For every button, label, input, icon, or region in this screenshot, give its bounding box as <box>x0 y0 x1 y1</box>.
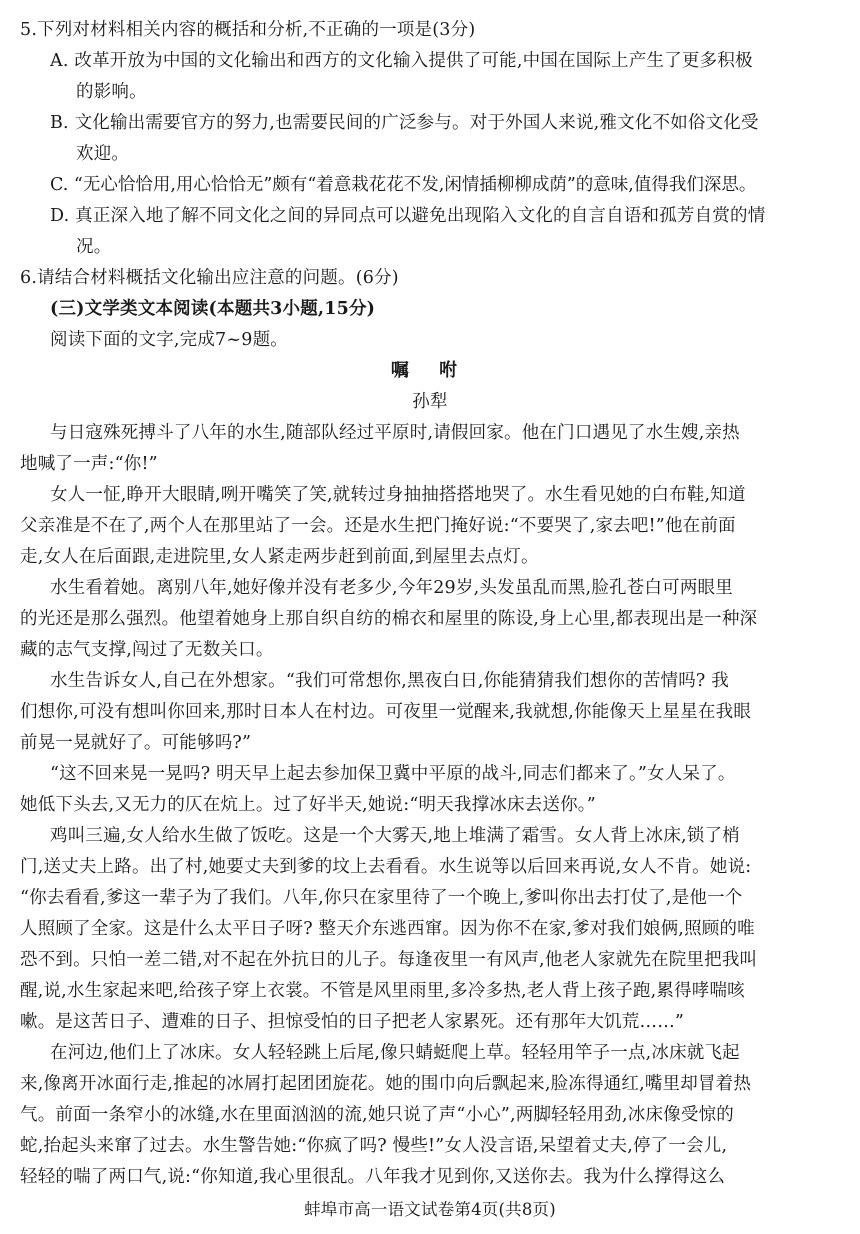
story-line: 们想你,可没有想叫你回来,那时日本人在村边。可夜里一觉醒来,我就想,你能像天上星星在我眼 <box>20 702 752 722</box>
story-line: 门,送丈夫上路。出了村,她要丈夫到爹的坟上去看看。水生说等以后回来再说,女人不肯。她说: <box>20 857 752 877</box>
story-line: 人照顾了全家。这是什么太平日子呀? 整天介东逃西窜。因为你不在家,爹对我们娘俩,照顾的唯 <box>20 919 755 939</box>
option-a-line-2: 的影响。 <box>76 82 147 102</box>
section-instruction: 阅读下面的文字,完成7~9题。 <box>50 330 288 350</box>
story-author: 孙犁 <box>412 392 448 412</box>
option-a-line-1: A. 改革开放为中国的文化输出和西方的文化输入提供了可能,中国在国际上产生了更多积极 <box>50 51 753 71</box>
story-line: 与日寇殊死搏斗了八年的水生,随部队经过平原时,请假回家。他在门口遇见了水生嫂,亲热 <box>50 423 740 443</box>
story-line: 藏的志气支撑,闯过了无数关口。 <box>20 640 274 660</box>
story-line: 醒,说,水生家起来吧,给孩子穿上衣裳。不管是风里雨里,多冷多热,老人背上孩子跑,累得哮喘咳 <box>20 981 745 1001</box>
story-line: 嗽。是这苦日子、遭难的日子、担惊受怕的日子把老人家累死。还有那年大饥荒……” <box>20 1012 685 1032</box>
story-line: 走,女人在后面跟,走进院里,女人紧走两步赶到前面,到屋里去点灯。 <box>20 547 539 567</box>
option-d-line-1: D. 真正深入地了解不同文化之间的异同点可以避免出现陷入文化的自言自语和孤芳自赏的情 <box>50 206 766 226</box>
story-line: 恐不到。只怕一差二错,对不起在外抗日的儿子。每逢夜里一有风声,他老人家就先在院里把我叫 <box>20 950 758 970</box>
section-heading: (三)文学类文本阅读(本题共3小题,15分) <box>50 299 376 319</box>
story-line: 气。前面一条窄小的冰缝,水在里面汹汹的流,她只说了声“小心”,两脚轻轻用劲,冰床像受惊的 <box>20 1105 734 1125</box>
story-line: 在河边,他们上了冰床。女人轻轻跳上后尾,像只蜻蜓爬上草。轻轻用竿子一点,冰床就飞起 <box>50 1043 740 1063</box>
story-line: 的光还是那么强烈。他望着她身上那自织自纺的棉衣和屋里的陈设,身上心里,都表现出是一种深 <box>20 609 758 629</box>
story-line: “你去看看,爹这一辈子为了我们。八年,你只在家里待了一个晚上,爹叫你出去打仗了,是他一个 <box>20 888 743 908</box>
story-line: 前晃一晃就好了。可能够吗?” <box>20 733 252 753</box>
question-6-stem: 6.请结合材料概括文化输出应注意的问题。(6分) <box>20 268 399 288</box>
option-b-line-2: 欢迎。 <box>76 144 130 164</box>
story-line: 轻轻的喘了两口气,说:“你知道,我心里很乱。八年我才见到你,又送你去。我为什么撑得这么 <box>20 1167 726 1187</box>
option-b-line-1: B. 文化输出需要官方的努力,也需要民间的广泛参与。对于外国人来说,雅文化不如俗文化受 <box>50 113 759 133</box>
story-line: “这不回来晃一晃吗? 明天早上起去参加保卫冀中平原的战斗,同志们都来了。”女人呆了。 <box>50 764 736 784</box>
story-line: 女人一怔,睁开大眼睛,咧开嘴笑了笑,就转过身抽抽搭搭地哭了。水生看见她的白布鞋,知道 <box>50 485 746 505</box>
story-line: 她低下头去,又无力的仄在炕上。过了好半天,她说:“明天我撑冰床去送你。” <box>20 795 596 815</box>
story-title: 嘱 咐 <box>390 360 470 381</box>
page-footer: 蚌埠市高一语文试卷第4页(共8页) <box>304 1200 556 1219</box>
story-line: 水生告诉女人,自己在外想家。“我们可常想你,黑夜白日,你能猜猜我们想你的苦情吗? 我 <box>50 671 729 691</box>
story-line: 来,像离开冰面行走,推起的冰屑打起团团旋花。她的围巾向后飘起来,脸冻得通红,嘴里却冒着热 <box>20 1074 752 1094</box>
option-d-line-2: 况。 <box>76 237 112 257</box>
story-line: 蛇,抬起头来窜了过去。水生警告她:“你疯了吗? 慢些!”女人没言语,呆望着丈夫,停了一会儿, <box>20 1136 728 1156</box>
story-line: 地喊了一声:“你!” <box>20 454 158 474</box>
story-line: 鸡叫三遍,女人给水生做了饭吃。这是一个大雾天,地上堆满了霜雪。女人背上冰床,锁了梢 <box>50 826 740 846</box>
option-c-line-1: C. “无心恰恰用,用心恰恰无”颇有“着意栽花花不发,闲情插柳柳成荫”的意味,值得我们深思。 <box>50 175 757 195</box>
question-5-stem: 5.下列对材料相关内容的概括和分析,不正确的一项是(3分) <box>20 20 476 40</box>
story-line: 水生看着她。离别八年,她好像并没有老多少,今年29岁,头发虽乱而黑,脸孔苍白可两眼里 <box>50 578 733 598</box>
story-line: 父亲准是不在了,两个人在那里站了一会。还是水生把门掩好说:“不要哭了,家去吧!”他在前面 <box>20 516 736 536</box>
